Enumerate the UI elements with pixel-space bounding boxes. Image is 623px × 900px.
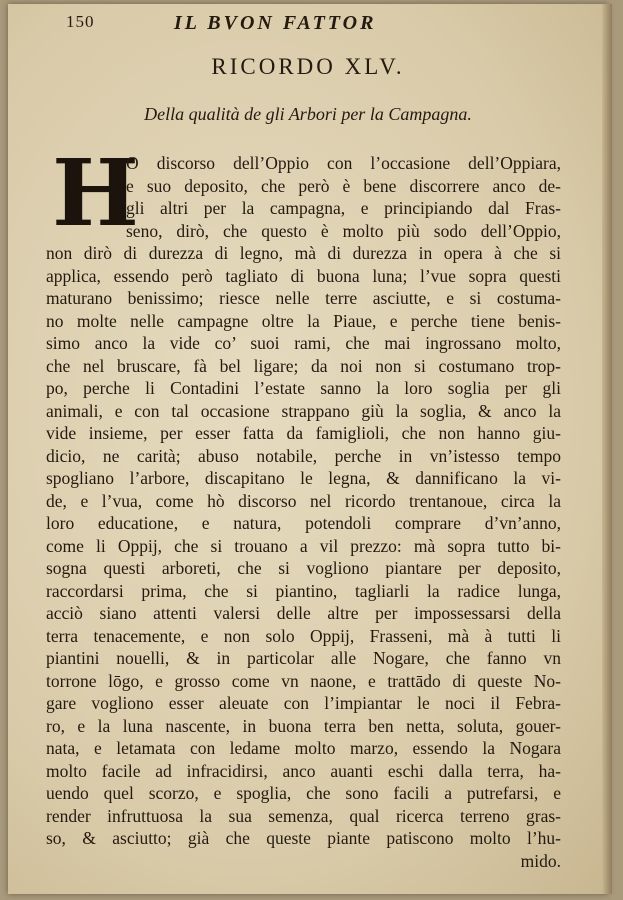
text-line: loro educatione, e natura, potendoli comprare d’vn’anno, <box>46 513 561 533</box>
body-text <box>8 4 608 894</box>
book-page <box>8 4 608 894</box>
page-number: 150 <box>66 12 95 31</box>
running-head: IL BVON FATTOR <box>174 12 377 34</box>
text-line: come li Oppij, che si trouano a vil prezzo: mà sopra tutto bi- <box>46 535 561 556</box>
text-line: so, & asciutto; già che queste piante patiscono molto l’hu- <box>46 828 561 848</box>
text-line: torrone lōgo, e grosso come vn naone, e trattādo di queste No- <box>46 670 561 691</box>
text-line: applica, essendo però tagliato di buona luna; l’vue sopra questi <box>46 265 561 286</box>
text-line: animali, e con tal occasione strappano giù la soglia, & anco la <box>46 400 561 421</box>
text-line: che nel bruscare, fà bel ligare; da noi non si costumano trop- <box>46 355 561 376</box>
text-line: raccordarsi prima, che si piantino, tagliarli la radice lunga, <box>46 580 561 601</box>
text-line: spogliano l’arbore, discapitano le legna, & dannificano la vi- <box>46 468 561 488</box>
text-line: de, e l’vua, come hò discorso nel ricordo trentanoue, circa la <box>46 490 561 511</box>
text-line: render infruttuosa la sua semenza, qual ricerca terreno gras- <box>46 805 561 826</box>
text-line: acciò siano attenti valersi delle altre per impossessarsi della <box>46 603 561 623</box>
text-line: dicio, ne carità; abuso notabile, perche in vn’istesso tempo <box>46 445 561 466</box>
text-line: simo anco la vide co’ suoi rami, che mai ingrossano molto, <box>46 333 561 353</box>
text-line: maturano benissimo; riesce nelle terre asciutte, e si costuma- <box>46 288 561 308</box>
text-line: uendo quel scorzo, e spoglia, che sono facili a putrefarsi, e <box>46 783 561 803</box>
text-line: terra tenacemente, e non solo Oppij, Frasseni, mà à tutti li <box>46 625 561 646</box>
text-line: nata, e letamata con ledame molto marzo, essendo la Nogara <box>46 738 561 758</box>
text-line: no molte nelle campagne oltre la Piaue, e perche tiene benis- <box>46 310 561 331</box>
text-line: sogna questi arboreti, che si vogliono piantare per deposito, <box>46 558 561 578</box>
text-line: mido. <box>520 850 561 871</box>
text-line: vide insieme, per esser fatta da famiglioli, che non hanno giu- <box>46 423 561 443</box>
text-line: seno, dirò, che questo è molto più sodo dell’Oppio, <box>126 220 561 241</box>
text-line: ro, e la luna nascente, in buona terra ben netta, soluta, gouer- <box>46 715 561 736</box>
text-line: gli altri per la campagna, e principiando dal Fras- <box>126 198 561 218</box>
chapter-title: RICORDO XLV. <box>211 54 405 79</box>
text-line: e suo deposito, che però è bene discorrere anco de- <box>126 175 561 196</box>
text-line: gare vogliono esser aleuate con l’impiantar le noci il Febra- <box>46 693 561 713</box>
chapter-subtitle: Della qualità de gli Arbori per la Campagna. <box>144 104 472 124</box>
text-line: piantini nouelli, & in particolar alle Nogare, che fanno vn <box>46 648 561 668</box>
text-line: molto facile ad infracidirsi, anco auanti eschi dalla terra, ha- <box>46 760 561 781</box>
text-line: non dirò di durezza di legno, mà di durezza in opera à che si <box>46 243 561 263</box>
text-line: O discorso dell’Oppio con l’occasione dell’Oppiara, <box>126 153 561 173</box>
drop-cap: H <box>52 139 139 247</box>
text-line: po, perche li Contadini l’estate sanno la loro soglia per gli <box>46 378 561 398</box>
